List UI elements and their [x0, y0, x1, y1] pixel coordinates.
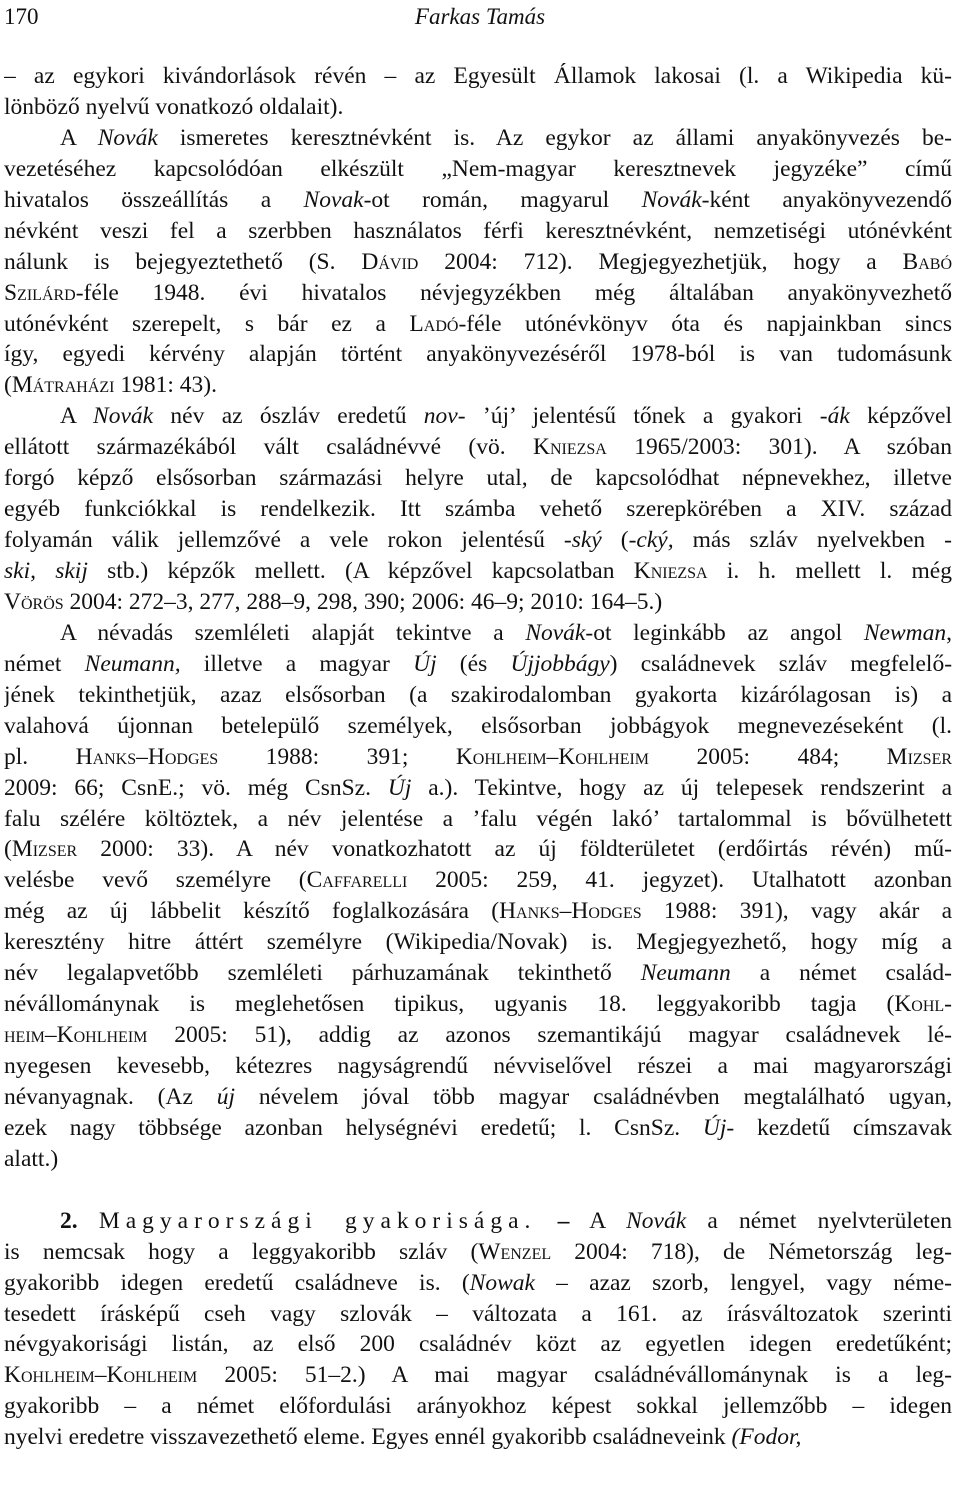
- text-run: ezek nagy többsége azonban helységnévi eredetű; l. CsnSz.: [4, 1114, 703, 1141]
- text-line: [4, 587, 952, 618]
- text-run: nálunk is bejegyeztethető (S.: [4, 248, 362, 275]
- text-run: (: [601, 527, 629, 554]
- text-line: [4, 834, 952, 865]
- text-run: nyegesen kevesebb, kétezres nagyságrendű névviselővel részei a mai magyarországi: [4, 1053, 952, 1079]
- text-run: Novák: [641, 186, 702, 213]
- body-text: [4, 61, 952, 1453]
- text-run: ) családnevek szláv megfelelő-: [609, 650, 952, 677]
- text-run: gyakoribb idegen eredetű családneve is. (: [4, 1269, 470, 1296]
- text-run: -ák: [819, 403, 850, 430]
- text-run: 1981: 43).: [114, 372, 217, 399]
- text-run: Kohlheim–Kohlheim: [455, 743, 650, 770]
- text-run: Hanks–Hodges: [75, 743, 219, 770]
- text-line: [4, 92, 952, 123]
- text-run: Novak: [303, 186, 364, 213]
- text-run: névállománynak is meglehetősen tipikus, ugyanis 18. leggyakoribb tagja (: [4, 991, 895, 1018]
- text-line: [4, 989, 952, 1020]
- text-run: német: [4, 650, 85, 677]
- paragraph: [4, 401, 952, 618]
- text-line: [4, 339, 952, 370]
- text-run: (Fodor,: [731, 1424, 802, 1451]
- text-run: – az egykori kivándorlások révén – az Egyesült Államok lakosai (l. a Wikipedia kü-: [4, 63, 952, 89]
- text-run: így, egyedi kérvény alapján történt anyakönyvezéséről 1978-ból is van tudomásunk: [4, 341, 952, 368]
- text-run: Novák: [93, 403, 154, 430]
- section-gap: [4, 1175, 952, 1206]
- text-run: Novák: [525, 619, 586, 646]
- text-run: Szilárd: [4, 279, 76, 306]
- text-line: [4, 958, 952, 989]
- text-run: 1965/2003: 301). A szóban: [606, 434, 952, 461]
- text-line: [4, 711, 952, 742]
- paragraph: [4, 1206, 952, 1454]
- text-line: [4, 865, 952, 896]
- text-line: [4, 773, 952, 804]
- text-run: -ként anyakönyvezendő: [701, 186, 952, 213]
- text-run: –: [557, 1207, 570, 1234]
- text-run: név legalapvetőbb szemléleti párhuzamának tekinthető: [4, 960, 641, 987]
- text-run: A: [60, 403, 94, 430]
- text-run: Kniezsa: [533, 434, 607, 461]
- text-line: [4, 556, 952, 587]
- text-run: Új-: [702, 1114, 735, 1141]
- text-run: 1988: 391;: [218, 743, 456, 770]
- text-run: heim–Kohlheim: [4, 1022, 148, 1049]
- text-run: 2000: 33). A név vonatkozhatott az új földterületet (erdőirtás révén) mű-: [77, 836, 952, 863]
- text-run: képzővel: [849, 403, 952, 430]
- text-run: is nemcsak hogy a leggyakoribb szláv (: [4, 1238, 479, 1265]
- text-line: [4, 1422, 952, 1453]
- text-line: [4, 1329, 952, 1360]
- text-line: [4, 432, 952, 463]
- text-run: 1988: 391), vagy akár a: [641, 898, 952, 925]
- text-run: valahová újonnan betelepülő személyek, elsősorban jobbágyok megnevezéseként (l.: [4, 712, 952, 739]
- text-run: Ladó: [409, 310, 459, 337]
- text-run: tesedett írásképű cseh vagy szlovák – változata a 161. az írásváltozatok szerinti: [4, 1300, 952, 1327]
- text-run: Új: [387, 774, 412, 801]
- text-run: Dávid: [361, 248, 419, 275]
- text-run: Caffarelli: [306, 867, 408, 894]
- text-run: 2.: [60, 1207, 78, 1234]
- text-line: [4, 123, 952, 154]
- text-run: Kniezsa: [633, 558, 708, 584]
- text-run: névként veszi fel a szerbben használatos férfi keresztnévként, nemzetiségi utónévként: [4, 217, 952, 244]
- text-run: nyelvi eredetre visszavezethető eleme. Egyes ennél gyakoribb családneveink: [4, 1424, 732, 1451]
- text-line: [4, 370, 952, 401]
- page-number: 170: [4, 4, 39, 29]
- text-run: Hanks–Hodges: [499, 898, 642, 925]
- text-line: [4, 1391, 952, 1422]
- text-line: [4, 1206, 952, 1237]
- text-line: [4, 278, 952, 309]
- text-run: új: [216, 1083, 236, 1110]
- text-line: [4, 216, 952, 247]
- text-line: [4, 618, 952, 649]
- text-run: forgó képző elsősorban származási helyre utal, de kapcsolódhat népnevekhez, illetve: [4, 465, 952, 492]
- text-run: a német család-: [730, 960, 952, 987]
- text-run: a német nyelvterületen: [686, 1207, 952, 1234]
- text-line: [4, 1299, 952, 1330]
- running-head: Farkas Tamás: [414, 4, 546, 29]
- text-run: -féle utónévkönyv óta és napjainkban sincs: [458, 310, 952, 337]
- text-run: ’új’ jelentésű tőnek a gyakori: [465, 403, 820, 430]
- text-run: Neumann,: [84, 650, 181, 677]
- text-run: [78, 1208, 99, 1234]
- text-line: [4, 680, 952, 711]
- text-run: ellátott származékából vált családnévvé (vö.: [4, 434, 533, 461]
- paragraph: [4, 618, 952, 1175]
- text-run: A névadás szemléleti alapját tekintve a: [60, 619, 526, 646]
- text-run: Neumann: [640, 960, 731, 987]
- text-line: [4, 927, 952, 958]
- text-line: [4, 1144, 952, 1175]
- text-line: [4, 1020, 952, 1051]
- text-run: lönböző nyelvű vonatkozó oldalait).: [4, 93, 344, 120]
- text-run: hivatalos összeállítás a: [4, 186, 304, 213]
- text-run: – azaz szorb, lengyel, vagy néme-: [534, 1269, 952, 1296]
- text-line: [4, 154, 952, 185]
- text-run: Kohl-: [894, 991, 952, 1018]
- text-line: [4, 1237, 952, 1268]
- text-run: ski, skij: [4, 558, 88, 584]
- text-run: egyéb funkciókkal is rendelkezik. Itt számba vehető szerepkörében a XIV. század: [4, 496, 952, 523]
- text-run: 2005: 51), addig az azonos szemantikájú magyar családnevek lé-: [147, 1022, 952, 1049]
- text-line: [4, 742, 952, 773]
- text-run: Kohlheim–Kohlheim: [4, 1362, 198, 1389]
- text-run: névelem jóval több magyar családnévben megtalálható ugyan,: [235, 1083, 952, 1110]
- text-line: [4, 61, 952, 92]
- text-line: [4, 1268, 952, 1299]
- paragraph: [4, 61, 952, 123]
- paragraph: [4, 123, 952, 401]
- text-run: i. h. mellett l. még: [707, 558, 952, 584]
- text-run: nov-: [423, 403, 466, 430]
- text-run: még az új lábbelit készítő foglalkozására (: [4, 898, 500, 925]
- text-run: (és: [436, 650, 511, 677]
- text-run: a.). Tekintve, hogy az új telepesek rendszerint a: [411, 774, 952, 801]
- text-run: 2005: 51–2.) A mai magyar családnévállománynak is a leg-: [197, 1362, 952, 1389]
- text-line: [4, 309, 952, 340]
- text-run: 2009: 66; CsnE.; vö. még CsnSz.: [4, 774, 388, 801]
- text-run: Nowak: [469, 1269, 535, 1296]
- text-run: Vörös: [4, 588, 64, 615]
- text-run: 2005: 484;: [649, 743, 887, 770]
- text-line: [4, 649, 952, 680]
- text-run: (: [4, 836, 12, 863]
- text-line: [4, 1051, 952, 1082]
- text-run: gyakoribb – a német előfordulási arányokhoz képest sokkal jellemzőbb – idegen: [4, 1393, 952, 1420]
- text-run: [536, 1208, 557, 1234]
- text-run: velésbe vevő személyre (: [4, 867, 307, 894]
- text-run: -féle 1948. évi hivatalos névjegyzékben még általában anyakönyvezhető: [75, 279, 952, 306]
- text-run: -ský: [563, 527, 602, 554]
- text-line: [4, 896, 952, 927]
- text-line: [4, 1360, 952, 1391]
- text-run: A: [569, 1207, 627, 1234]
- text-run: A: [60, 124, 98, 151]
- text-run: más szláv nyelvekben -: [673, 527, 952, 554]
- text-run: 2005: 259, 41. jegyzet). Utalhatott azonban: [407, 867, 952, 894]
- text-run: kezdetű címszavak: [734, 1114, 952, 1141]
- text-line: [4, 1113, 952, 1144]
- text-run: pl.: [4, 743, 76, 770]
- text-run: Mátraházi: [11, 372, 115, 399]
- text-run: falu szélére költöztek, a név jelentése a ’falu végén lakó’ tartalommal is bővülhetett: [4, 805, 952, 832]
- text-run: utónévként szerepelt, s bár ez a: [4, 310, 410, 337]
- text-run: 2004: 718), de Németország leg-: [551, 1238, 952, 1265]
- text-run: Babó: [902, 248, 952, 275]
- text-run: Új: [413, 650, 437, 677]
- text-run: alatt.): [4, 1145, 59, 1172]
- text-run: név az ószláv eredetű: [153, 403, 424, 430]
- text-run: stb.) képzők mellett. (A képzővel kapcsolatban: [87, 558, 634, 584]
- text-run: -ot román, magyarul: [363, 186, 642, 213]
- text-run: Mizser: [11, 836, 78, 863]
- text-run: illetve a magyar: [180, 650, 414, 677]
- text-run: ismeretes keresztnévként is. Az egykor az állami anyakönyvezés be-: [157, 124, 952, 151]
- text-run: Wenzel: [478, 1238, 552, 1265]
- text-run: Mizser: [886, 743, 952, 770]
- page-header: [4, 4, 956, 30]
- text-run: Novák: [626, 1207, 687, 1234]
- text-run: 2004: 712). Megjegyezhetjük, hogy a: [418, 248, 903, 275]
- text-run: Újjobbágy: [510, 650, 610, 677]
- text-run: folyamán válik jellemzővé a vele rokon jelentésű: [4, 527, 564, 554]
- text-line: [4, 804, 952, 835]
- text-run: névanyagnak. (Az: [4, 1083, 217, 1110]
- text-run: jének tekinthetjük, azaz elsősorban (a szakirodalomban gyakorta kizárólagosan is) a: [4, 681, 952, 708]
- text-run: vezetéséhez kapcsolódóan elkészült „Nem-magyar keresztnevek jegyzéke” című: [4, 155, 952, 182]
- text-run: Magyarországi gyakorisága.: [98, 1207, 537, 1234]
- text-line: [4, 494, 952, 525]
- text-run: Newman: [863, 619, 947, 646]
- text-run: Novák: [97, 124, 158, 151]
- text-run: 2004: 272–3, 277, 288–9, 298, 390; 2006: 46–9; 2010: 164–5.): [63, 588, 663, 615]
- text-run: névgyakorisági listán, az első 200 családnév közt az egyetlen idegen eredetűként;: [4, 1331, 952, 1358]
- text-run: ,: [946, 619, 952, 646]
- text-line: [4, 401, 952, 432]
- text-run: -cký,: [628, 527, 674, 554]
- text-line: [4, 1082, 952, 1113]
- text-run: keresztény hitre áttért személyre (Wikipedia/Novak) is. Megjegyezhető, hogy míg a: [4, 929, 952, 956]
- text-line: [4, 525, 952, 556]
- text-line: [4, 463, 952, 494]
- text-run: (: [4, 372, 12, 399]
- text-run: -ot leginkább az angol: [585, 619, 864, 646]
- text-line: [4, 247, 952, 278]
- text-line: [4, 185, 952, 216]
